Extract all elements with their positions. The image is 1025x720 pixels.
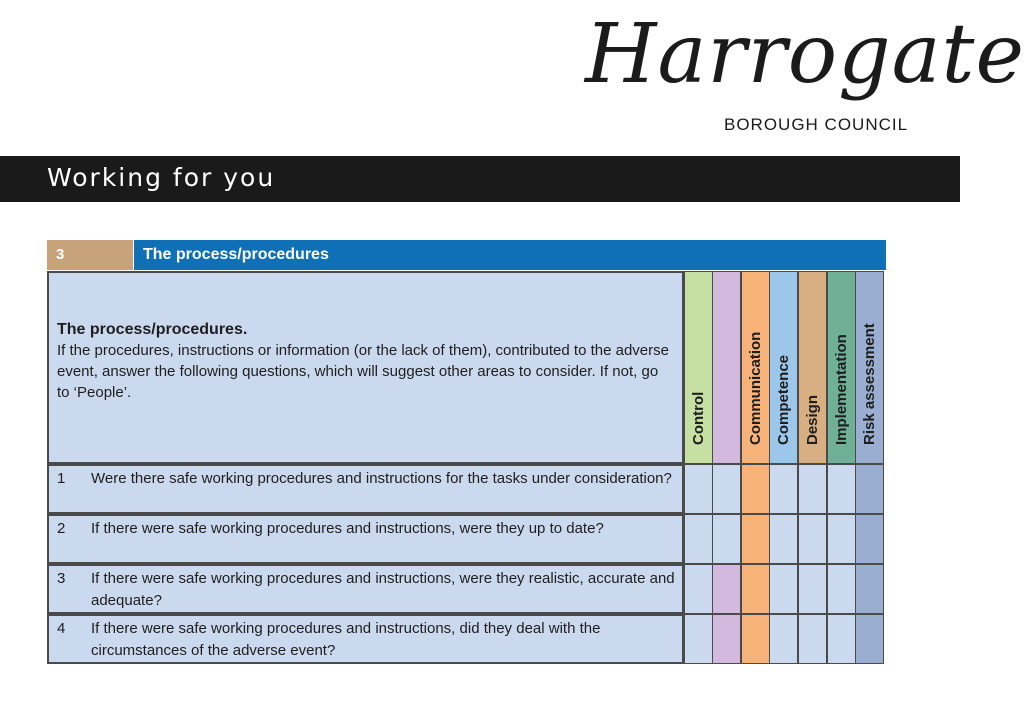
grid-cell — [741, 514, 770, 564]
grid-cell — [798, 514, 827, 564]
column-header-competence — [769, 271, 798, 464]
grid-cell — [855, 464, 884, 514]
grid-cell — [798, 614, 827, 664]
column-header-communication — [741, 271, 770, 464]
grid-cell — [827, 564, 856, 614]
grid-cell — [741, 564, 770, 614]
grid-cell — [769, 614, 798, 664]
table-row — [47, 514, 684, 564]
column-header-design — [798, 271, 827, 464]
column-label: Risk assessment — [861, 323, 878, 445]
column-label: Competence — [775, 354, 792, 445]
column-label: Control — [690, 391, 707, 445]
grid-cell — [769, 564, 798, 614]
grid-cell — [855, 614, 884, 664]
grid-cell — [712, 614, 741, 664]
question-number: 4 — [57, 620, 66, 637]
grid-cell — [827, 614, 856, 664]
banner-text: Working for you — [47, 163, 276, 192]
section-title: The process/procedures — [134, 240, 886, 270]
section-number: 3 — [47, 240, 133, 270]
column-label: Design — [804, 394, 821, 445]
banner — [0, 156, 960, 202]
column-header-implementation — [827, 271, 856, 464]
logo-sub-text: BOROUGH COUNCIL — [724, 115, 909, 134]
question-number: 2 — [57, 520, 66, 537]
column-header-control — [684, 271, 713, 464]
column-label: Implementation — [833, 334, 850, 445]
question-text: If there were safe working procedures and instructions, were they realistic, accurate and adequate? — [91, 570, 675, 609]
grid-cell — [827, 514, 856, 564]
grid-cell — [741, 614, 770, 664]
grid-cell — [769, 514, 798, 564]
intro-cell — [47, 271, 684, 464]
grid-cell — [684, 564, 713, 614]
grid-cell — [712, 464, 741, 514]
column-header-risk-assessment — [855, 271, 884, 464]
intro-heading: The process/procedures. — [57, 321, 248, 338]
grid-cell — [712, 564, 741, 614]
question-text: If there were safe working procedures and instructions, were they up to date? — [91, 520, 604, 537]
grid-cell — [798, 464, 827, 514]
grid-cell — [684, 514, 713, 564]
grid-cell — [855, 514, 884, 564]
grid-cell — [684, 464, 713, 514]
council-logo — [585, 7, 1025, 140]
column-label: Communication — [747, 331, 764, 445]
checklist-table — [47, 240, 900, 666]
table-row — [47, 614, 684, 664]
grid-cell — [741, 464, 770, 514]
grid-cell — [684, 614, 713, 664]
column-header-blank — [712, 271, 741, 464]
question-number: 1 — [57, 470, 66, 487]
logo-script-text: Harrogate — [585, 7, 1025, 102]
grid-cell — [769, 464, 798, 514]
question-text: If there were safe working procedures and instructions, did they deal with the circumstances of the adverse event? — [91, 620, 601, 659]
table-row — [47, 564, 684, 614]
grid-cell — [855, 564, 884, 614]
intro-body: If the procedures, instructions or information (or the lack of them), contributed to the adverse event, answer the following questions, which will suggest other areas to consider. If not, go to ‘People’. — [57, 342, 669, 401]
grid-cell — [798, 564, 827, 614]
table-row — [47, 464, 684, 514]
grid-cell — [827, 464, 856, 514]
question-number: 3 — [57, 570, 66, 587]
question-text: Were there safe working procedures and instructions for the tasks under consideration? — [91, 470, 672, 487]
grid-cell — [712, 514, 741, 564]
